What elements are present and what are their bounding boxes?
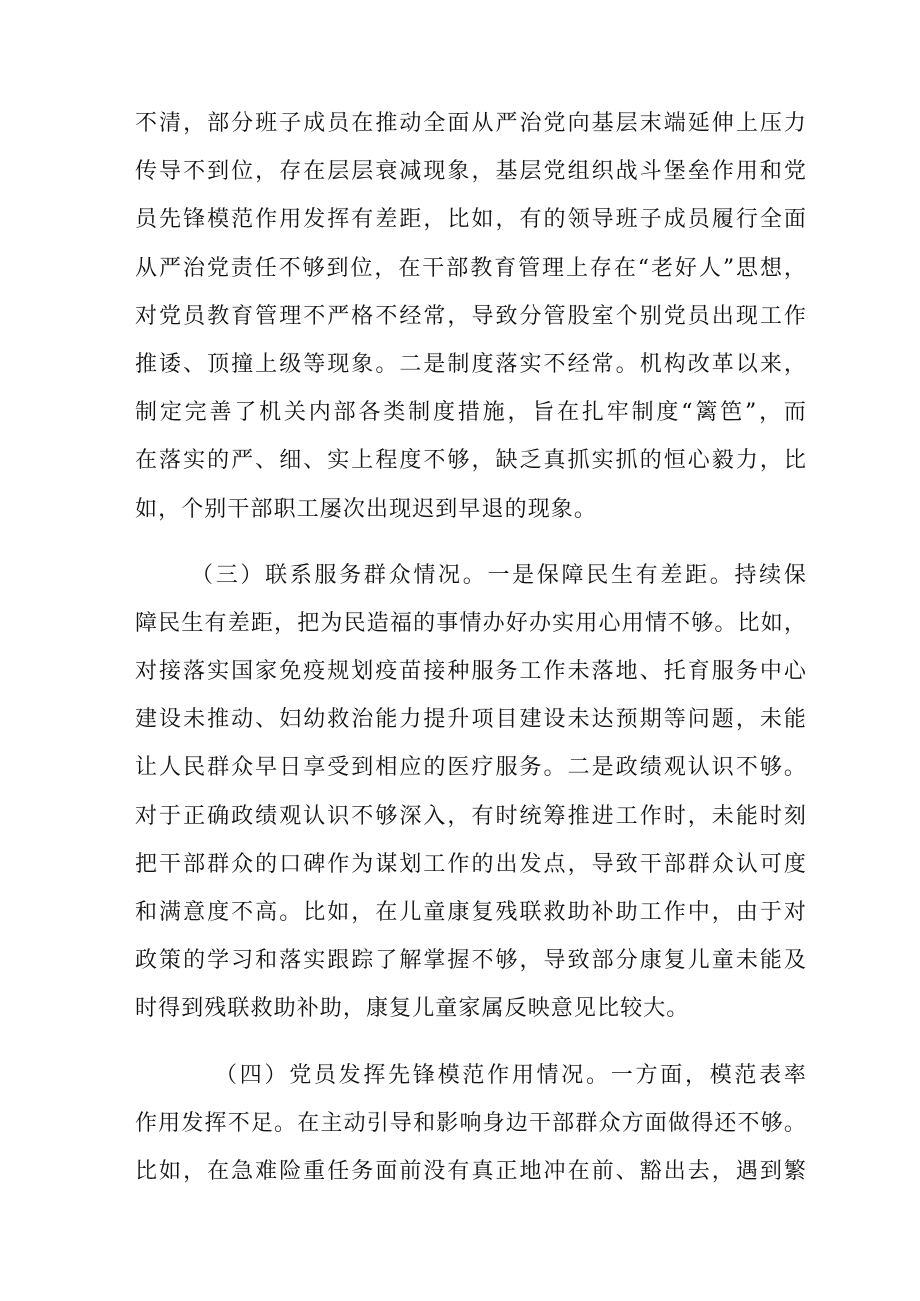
text-line: 对接落实国家免疫规划疫苗接种服务工作未落地、托育服务中心 xyxy=(135,659,807,685)
text-line: 障民生有差距，把为民造福的事情办好办实用心用情不够。比如， xyxy=(135,610,807,636)
section-heading-line: （四）党员发挥先锋模范作用情况。一方面，模范表率 xyxy=(215,1062,807,1088)
text-line: 比如，在急难险重任务面前没有真正地冲在前、豁出去，遇到繁 xyxy=(135,1158,807,1184)
text-line: 让人民群众早日享受到相应的医疗服务。二是政绩观认识不够。 xyxy=(135,755,807,781)
paragraph-spacer xyxy=(135,1034,807,1052)
paragraph-spacer xyxy=(135,534,807,552)
text-line: 在落实的严、细、实上程度不够，缺乏真抓实抓的恒心毅力，比 xyxy=(135,448,807,474)
section-four-paragraph xyxy=(135,1052,807,1197)
document-body xyxy=(135,100,807,1196)
text-line: 传导不到位，存在层层衰减现象，基层党组织战斗堡垒作用和党 xyxy=(135,159,807,185)
section-three-paragraph xyxy=(135,552,807,1034)
text-line: 政策的学习和落实跟踪了解掌握不够，导致部分康复儿童未能及 xyxy=(135,948,807,974)
text-line: 建设未推动、妇幼救治能力提升项目建设未达预期等问题，未能 xyxy=(135,707,807,733)
text-line: 推诿、顶撞上级等现象。二是制度落实不经常。机构改革以来， xyxy=(135,351,807,377)
section-heading-line: （三）联系服务群众情况。一是保障民生有差距。持续保 xyxy=(191,562,807,588)
text-line: 对党员教育管理不严格不经常，导致分管股室个别党员出现工作 xyxy=(135,303,807,329)
text-line: 作用发挥不足。在主动引导和影响身边干部群众方面做得还不够。 xyxy=(135,1110,807,1136)
paragraph-continued xyxy=(135,100,807,534)
text-line: 如，个别干部职工屡次出现迟到早退的现象。 xyxy=(135,496,598,522)
text-line: 时得到残联救助补助，康复儿童家属反映意见比较大。 xyxy=(135,996,690,1022)
text-line: 把干部群众的口碑作为谋划工作的出发点，导致干部群众认可度 xyxy=(135,851,807,877)
text-line: 不清，部分班子成员在推动全面从严治党向基层末端延伸上压力 xyxy=(135,111,807,136)
text-line: 对于正确政绩观认识不够深入，有时统筹推进工作时，未能时刻 xyxy=(135,803,807,829)
text-line: 从严治党责任不够到位，在干部教育管理上存在“老好人”思想， xyxy=(135,255,807,281)
text-line: 制定完善了机关内部各类制度措施，旨在扎牢制度“篱笆”，而 xyxy=(135,400,807,426)
text-line: 员先锋模范作用发挥有差距，比如，有的领导班子成员履行全面 xyxy=(135,207,807,233)
text-line: 和满意度不高。比如，在儿童康复残联救助补助工作中，由于对 xyxy=(135,900,807,925)
